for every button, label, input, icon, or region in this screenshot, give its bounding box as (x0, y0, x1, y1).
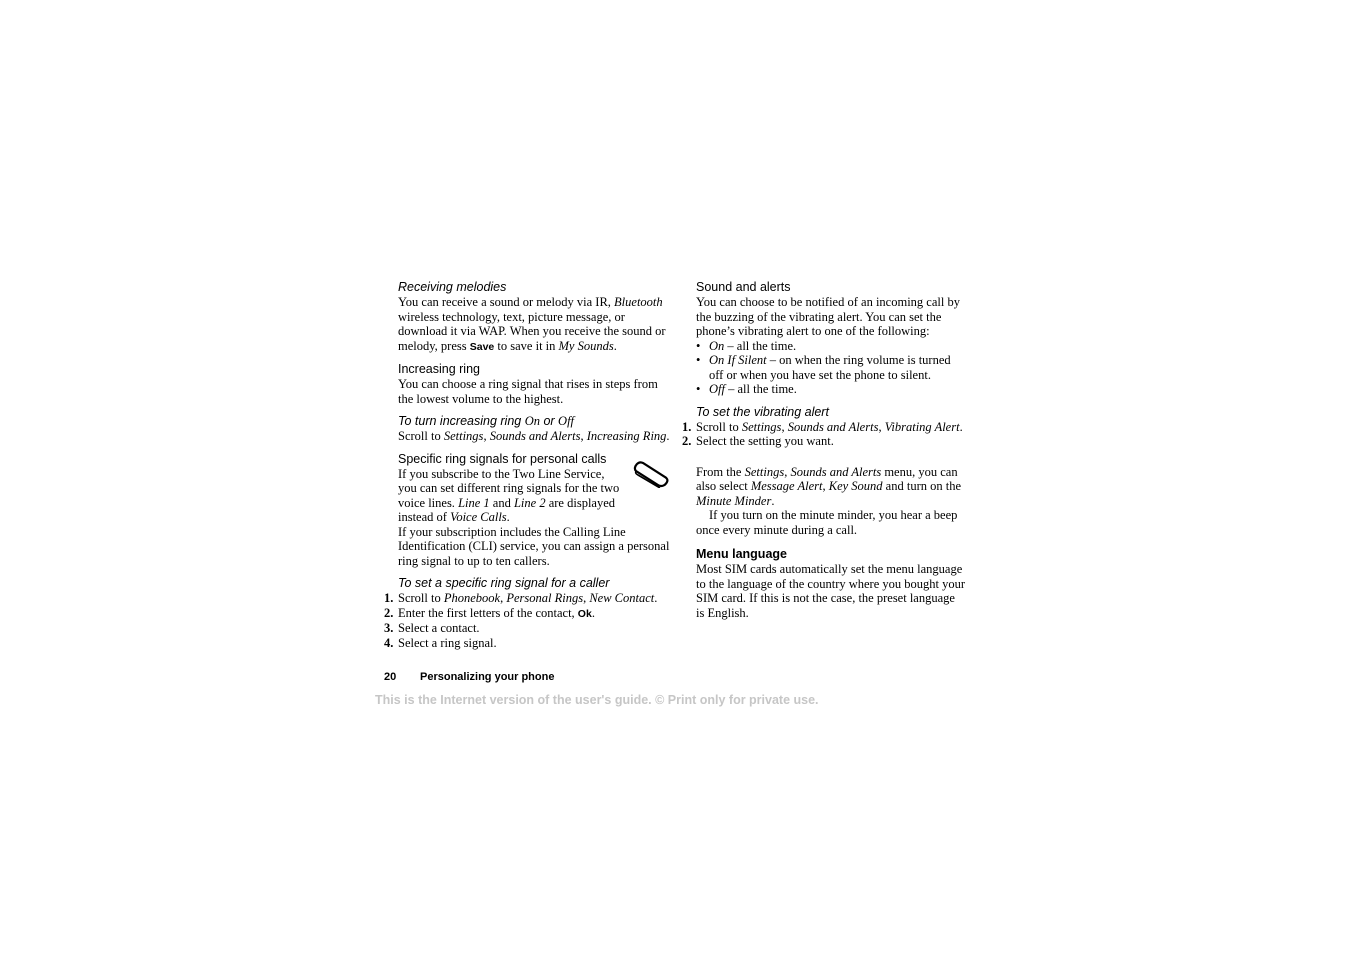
option-on-if-silent: • On If Silent – on when the ring volume is turned off or when you have set the phone to silent. (696, 353, 966, 382)
step-1: 1. Scroll to Phonebook, Personal Rings, New Contact. (384, 591, 658, 605)
specific-ring-text: If you subscribe to the Two Line Service, you can set different ring signals for the two voice lines. Line 1 and Line 2 are displayed instead of Voice Calls. (398, 466, 620, 524)
step-2: 2. Enter the first letters of the contact, Ok. (384, 605, 595, 620)
watermark-text: This is the Internet version of the user's guide. © Print only for private use. (375, 693, 819, 707)
right-column (682, 280, 966, 620)
menu-language-heading: Menu language (696, 547, 787, 561)
operator-service-icon (632, 458, 670, 488)
step-3: 3. Select a contact. (384, 621, 480, 635)
specific-ring-heading: Specific ring signals for personal calls (398, 451, 607, 466)
option-on: • On – all the time. (696, 339, 966, 354)
set-vibrating-steps (682, 419, 966, 449)
set-specific-ring-steps (384, 591, 670, 650)
set-specific-ring-heading: To set a specific ring signal for a caller (398, 576, 610, 590)
receiving-melodies-heading: Receiving melodies (398, 280, 507, 294)
step-4: 4. Select a ring signal. (384, 635, 497, 650)
page-number: 20 (384, 671, 397, 683)
turn-increasing-ring-text: Scroll to Settings, Sounds and Alerts, Increasing Ring. (398, 429, 670, 443)
sound-alerts-heading: Sound and alerts (696, 280, 791, 294)
minute-minder-text: If you turn on the minute minder, you hear a beep once every minute during a call. (696, 508, 958, 537)
vibrating-options (696, 339, 966, 397)
receiving-melodies-text: You can receive a sound or melody via IR, Bluetooth wireless technology, text, picture message, or download it via WAP. When you receive the sound or melody, press Save to save it in My Sounds. (398, 295, 666, 353)
option-off: • Off – all the time. (696, 382, 966, 397)
turn-increasing-ring-heading: To turn increasing ring On or Off (398, 414, 575, 428)
left-column (384, 280, 670, 650)
increasing-ring-text: You can choose a ring signal that rises in steps from the lowest volume to the highest. (398, 377, 658, 406)
sound-alerts-text: You can choose to be notified of an incoming call by the buzzing of the vibrating alert. You can set the phone’s vibrating alert to one of the following: (696, 295, 960, 338)
cli-text: If your subscription includes the Calling Line Identification (CLI) service, you can assign a personal ring signal to up to ten callers. (398, 524, 670, 568)
section-title: Personalizing your phone (420, 671, 555, 683)
set-vibrating-heading: To set the vibrating alert (696, 404, 829, 419)
from-settings-text: From the Settings, Sounds and Alerts menu, you can also select Message Alert, Key Sound and turn on the Minute Minder. (696, 464, 962, 508)
step-2: 2. Select the setting you want. (682, 434, 834, 448)
menu-language-text: Most SIM cards automatically set the menu language to the language of the country where you bought your SIM card. If this is not the case, the preset language is English. (696, 562, 966, 620)
step-1: 1. Scroll to Settings, Sounds and Alerts, Vibrating Alert. (682, 419, 963, 434)
increasing-ring-heading: Increasing ring (398, 362, 480, 376)
